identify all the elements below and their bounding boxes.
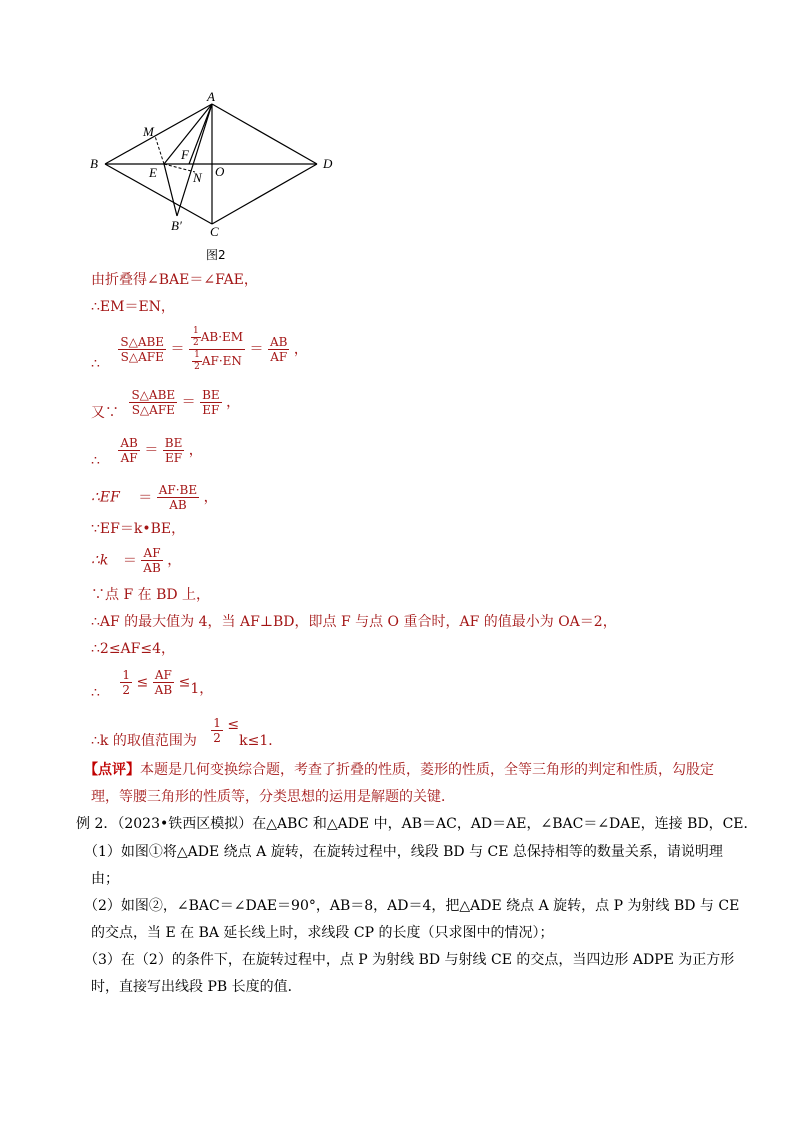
label-e: E [149, 165, 157, 180]
label-c: C [210, 224, 219, 238]
example-part-3a: （3）在（2）的条件下，在旋转过程中，点 P 为射线 BD 与射线 CE 的交点，当四边形 ADPE 为正方形 [84, 952, 735, 968]
geometry-figure [85, 88, 355, 238]
example-heading: 例 2．（2023•铁西区模拟）在△ABC 和△ADE 中，AB＝AC，AD＝AE，∠BAC＝∠DAE，连接 BD，CE． [76, 816, 758, 832]
solution-line-9: ∵点 F 在 BD 上， [91, 587, 211, 603]
example-part-1a: （1）如图①将△ADE 绕点 A 旋转，在旋转过程中，线段 BD 与 CE 总保持相等的数量关系，请说明理 [84, 844, 723, 860]
dashed-en [164, 164, 195, 172]
therefore-symbol: ∴ [91, 355, 100, 372]
figure-caption: 图2 [206, 248, 226, 262]
label-o: O [215, 164, 225, 179]
label-n: N [193, 170, 202, 185]
solution-line-13: ∴k 的取值范围为 $\frac{1}{2}$ ≤k≤1． [91, 716, 283, 749]
solution-line-7: ∵EF＝k•BE， [91, 521, 186, 537]
solution-line-5: ∴ $\frac{AB}{AF}$ ＝ $\frac{BE}{EF}$ ， [91, 436, 203, 469]
comment-line-2: 理，等腰三角形的性质等，分类思想的运用是解题的关键． [91, 789, 455, 805]
label-a: A [207, 89, 215, 104]
solution-line-11: ∴2≤AF≤4， [91, 641, 176, 657]
example-part-3b: 时，直接写出线段 PB 长度的值． [91, 979, 302, 995]
example-part-1b: 由； [91, 871, 119, 887]
solution-line-1: 由折叠得∠BAE＝∠FAE， [91, 272, 258, 288]
label-b-prime: B′ [171, 218, 182, 233]
example-part-2a: （2）如图②，∠BAC＝∠DAE＝90°，AB＝8，AD＝4，把△ADE 绕点 A 旋转，点 P 为射线 BD 与 CE [84, 898, 740, 914]
solution-line-2: ∴EM＝EN， [91, 299, 175, 315]
segment-e-b-prime [164, 164, 177, 216]
comment-tag: 【点评】 [84, 762, 140, 778]
label-b: B [90, 156, 98, 171]
label-d: D [323, 156, 333, 171]
solution-line-4: 又∵ $\frac{\text{S△ABE}}{\text{S△AFE}}$ ＝ $\frac{BE}{EF}$ ， [91, 388, 241, 421]
solution-line-10: ∴AF 的最大值为 4，当 AF⊥BD，即点 F 与点 O 重合时，AF 的值最小为 OA＝2， [91, 614, 617, 630]
solution-line-12: ∴ $\frac{1}{2}$ ≤ $\frac{AF}{AB}$ ≤1， [91, 668, 214, 701]
segment-a-f [189, 104, 212, 164]
solution-line-6: ∴EF ＝ $\frac{AF\cdot BE}{AB}$ ， [91, 483, 218, 512]
comment-line-1: 【点评】本题是几何变换综合题，考查了折叠的性质，菱形的性质，全等三角形的判定和性质，勾股定 [84, 762, 714, 778]
label-m: M [143, 124, 154, 139]
example-part-2b: 的交点，当 E 在 BA 延长线上时，求线段 CP 的长度（只求图中的情况）； [91, 925, 554, 941]
solution-line-3: ∴ $\frac{\text{S△ABE}}{\text{S△AFE}}$ ＝ $\frac{1}{2}$ AB·EM $\frac{1}{2}$ AF·EN ＝ $\frac{AB}{AF}$ ， [91, 326, 308, 372]
dashed-em [155, 136, 164, 164]
edge-cd [212, 164, 317, 224]
edge-ad [212, 104, 317, 164]
solution-line-8: ∴k ＝ $\frac{AF}{AB}$ ， [91, 546, 182, 575]
label-f: F [181, 147, 189, 162]
